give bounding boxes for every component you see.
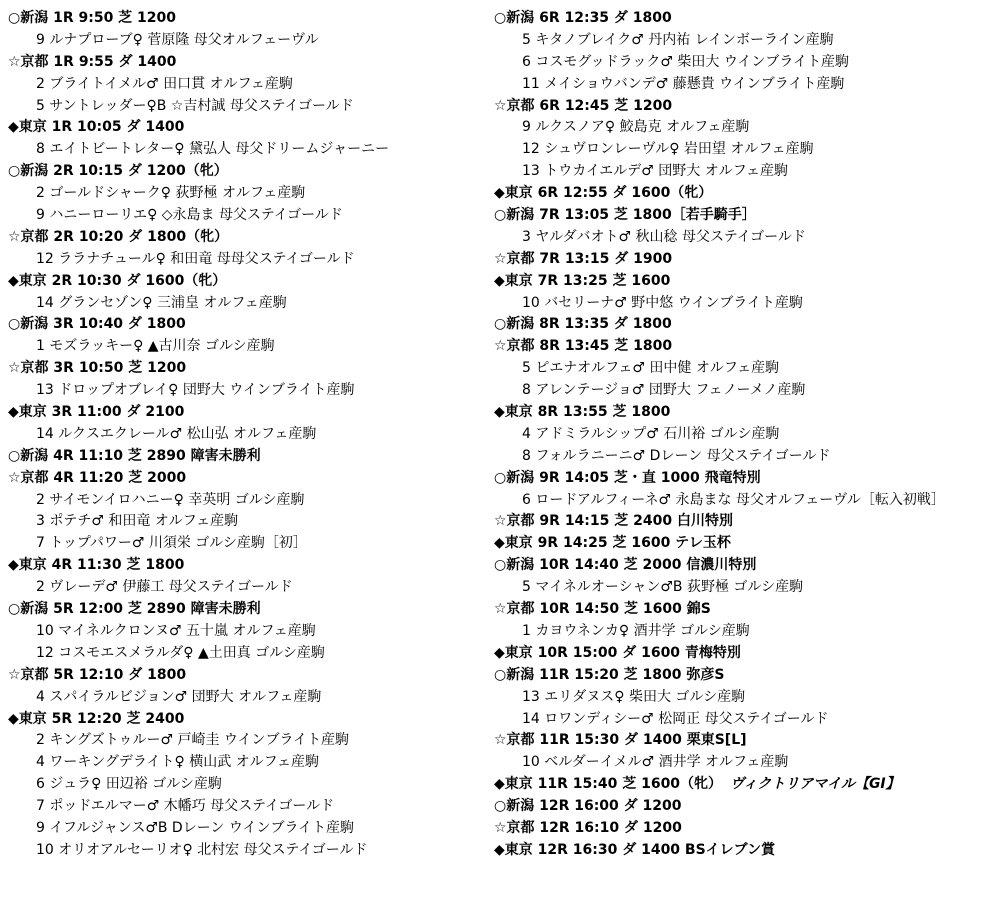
race-header: [494, 205, 994, 227]
horse-entry-text: 3 ポテチ♂ 和田竜 オルフェ産駒: [36, 513, 239, 530]
race-header-text: ☆京都 8R 13:45 芝 1800: [494, 338, 673, 355]
race-header-text: ○新潟 7R 13:05 芝 1800［若手騎手］: [494, 207, 756, 224]
horse-entry-text: 4 アドミラルシップ♂ 石川裕 ゴルシ産駒: [522, 425, 780, 442]
race-header-text: ◆東京 7R 13:25 芝 1600: [494, 272, 671, 289]
horse-entry-text: 5 キタノブレイク♂ 丹内祐 レインボーライン産駒: [522, 31, 834, 48]
horse-entry: [8, 796, 478, 818]
race-header: [8, 314, 478, 336]
horse-entry-text: 9 ルナプローブ♀ 菅原隆 母父オルフェーヴル: [36, 31, 319, 48]
horse-entry-text: 5 マイネルオーシャン♂B 荻野極 ゴルシ産駒: [522, 579, 804, 596]
race-title-highlight: ヴィクトリアマイル【GⅠ】: [730, 776, 900, 793]
race-header-text: ☆京都 10R 14:50 芝 1600 錦S: [494, 601, 711, 618]
horse-entry: [8, 730, 478, 752]
horse-entry: [494, 227, 994, 249]
horse-entry: [494, 358, 994, 380]
horse-entry: [8, 840, 478, 862]
horse-entry-text: 11 メイショウバンデ♂ 藤懸貴 ウインブライト産駒: [522, 75, 845, 92]
race-header: [494, 643, 994, 665]
horse-entry: [8, 533, 478, 555]
race-header: [494, 555, 994, 577]
horse-entry-text: 14 ルクスエクレール♂ 松山弘 オルフェ産駒: [36, 425, 317, 442]
race-header-text: ☆京都 1R 9:55 ダ 1400: [8, 53, 177, 70]
race-header: [494, 271, 994, 293]
horse-entry-text: 5 ピエナオルフェ♂ 田中健 オルフェ産駒: [522, 360, 780, 377]
horse-entry: [494, 74, 994, 96]
race-header-text: ☆京都 6R 12:45 芝 1200: [494, 97, 673, 114]
race-header: [8, 709, 478, 731]
race-header-text: ☆京都 2R 10:20 ダ 1800（牝）: [8, 228, 229, 245]
race-header: [494, 249, 994, 271]
race-header: [8, 555, 478, 577]
race-header: [8, 227, 478, 249]
race-header-text: ◆東京 3R 11:00 ダ 2100: [8, 404, 185, 421]
race-header-text: ◆東京 1R 10:05 ダ 1400: [8, 119, 185, 136]
race-header: [8, 446, 478, 468]
horse-entry: [8, 687, 478, 709]
horse-entry-text: 6 コスモグッドラック♂ 柴田大 ウインブライト産駒: [522, 53, 849, 70]
horse-entry: [8, 249, 478, 271]
race-header: [494, 665, 994, 687]
race-header-text: ◆東京 11R 15:40 芝 1600（牝）: [494, 776, 723, 793]
horse-entry-text: 8 フォルラニーニ♂ Dレーン 母父ステイゴールド: [522, 447, 831, 464]
race-header: [494, 183, 994, 205]
horse-entry-text: 13 ドロップオブレイ♀ 団野大 ウインブライト産駒: [36, 382, 355, 399]
race-header: [494, 599, 994, 621]
race-header-text: ○新潟 8R 13:35 ダ 1800: [494, 316, 672, 333]
race-header: [8, 271, 478, 293]
race-header-text: ○新潟 3R 10:40 ダ 1800: [8, 316, 186, 333]
race-header-text: ☆京都 4R 11:20 芝 2000: [8, 469, 187, 486]
horse-entry-text: 9 イフルジャンス♂B Dレーン ウインブライト産駒: [36, 819, 355, 836]
horse-entry-text: 1 モズラッキー♀ ▲古川奈 ゴルシ産駒: [36, 338, 275, 355]
horse-entry-text: 1 カヨウネンカ♀ 酒井学 ゴルシ産駒: [522, 622, 750, 639]
schedule-column-right: [494, 8, 994, 862]
horse-entry-text: 6 ジュラ♀ 田辺裕 ゴルシ産駒: [36, 776, 222, 793]
race-header: [494, 336, 994, 358]
horse-entry: [8, 774, 478, 796]
race-header-text: ○新潟 5R 12:00 芝 2890 障害未勝利: [8, 601, 261, 618]
race-header: [494, 96, 994, 118]
horse-entry: [8, 293, 478, 315]
horse-entry: [494, 577, 994, 599]
race-header-text: ◆東京 5R 12:20 芝 2400: [8, 710, 185, 727]
horse-entry-text: 6 ロードアルフィーネ♂ 永島まな 母父オルフェーヴル［転入初戦］: [522, 491, 945, 508]
horse-entry: [8, 96, 478, 118]
race-header-text: ○新潟 10R 14:40 芝 2000 信濃川特別: [494, 557, 757, 574]
race-header: [494, 402, 994, 424]
race-header-text: ○新潟 9R 14:05 芝・直 1000 飛竜特別: [494, 469, 761, 486]
race-header-text: ◆東京 4R 11:30 芝 1800: [8, 557, 185, 574]
race-header-text: ◆東京 8R 13:55 芝 1800: [494, 404, 671, 421]
horse-entry-text: 14 ロワンディシー♂ 松岡正 母父ステイゴールド: [522, 710, 829, 727]
horse-entry-text: 7 ポッドエルマー♂ 木幡巧 母父ステイゴールド: [36, 798, 335, 815]
horse-entry-text: 5 サントレッダー♀B ☆吉村誠 母父ステイゴールド: [36, 97, 354, 114]
horse-entry: [494, 117, 994, 139]
race-header-text: ○新潟 1R 9:50 芝 1200: [8, 10, 177, 26]
race-header: [8, 599, 478, 621]
race-header: [494, 774, 994, 796]
horse-entry-text: 9 ハニーローリエ♀ ◇永島ま 母父ステイゴールド: [36, 207, 343, 224]
horse-entry-text: 10 マイネルクロンヌ♂ 五十嵐 オルフェ産駒: [36, 622, 316, 639]
horse-entry-text: 10 バセリーナ♂ 野中悠 ウインブライト産駒: [522, 294, 803, 311]
race-header-text: ○新潟 2R 10:15 ダ 1200（牝）: [8, 163, 228, 180]
race-header-text: ☆京都 11R 15:30 ダ 1400 栗東S[L]: [494, 732, 747, 749]
race-header: [494, 8, 994, 30]
horse-entry-text: 3 ヤルダバオト♂ 秋山稔 母父ステイゴールド: [522, 228, 806, 245]
race-header: [494, 468, 994, 490]
horse-entry: [8, 490, 478, 512]
horse-entry: [8, 183, 478, 205]
race-header: [8, 8, 478, 30]
race-header-text: ○新潟 6R 12:35 ダ 1800: [494, 10, 672, 26]
race-header-text: ○新潟 11R 15:20 芝 1800 弥彦S: [494, 666, 725, 683]
race-header: [494, 511, 994, 533]
horse-entry: [8, 818, 478, 840]
horse-entry-text: 9 ルクスノア♀ 鮫島克 オルフェ産駒: [522, 119, 750, 136]
race-header: [8, 161, 478, 183]
horse-entry-text: 2 ヴレーデ♂ 伊藤工 母父ステイゴールド: [36, 579, 293, 596]
horse-entry-text: 2 キングズトゥルー♂ 戸崎圭 ウインブライト産駒: [36, 732, 350, 749]
horse-entry-text: 14 グランセゾン♀ 三浦皇 オルフェ産駒: [36, 294, 287, 311]
schedule-column-left: [8, 8, 478, 862]
horse-entry: [8, 621, 478, 643]
horse-entry: [8, 643, 478, 665]
race-header-text: ☆京都 3R 10:50 芝 1200: [8, 360, 187, 377]
race-header-text: ◆東京 12R 16:30 ダ 1400 BSイレブン賞: [494, 841, 776, 858]
horse-entry: [494, 293, 994, 315]
race-header-text: ◆東京 10R 15:00 ダ 1600 青梅特別: [494, 644, 741, 661]
horse-entry-text: 8 アレンテージョ♂ 団野大 フェノーメノ産駒: [522, 382, 806, 399]
race-header: [494, 840, 994, 862]
horse-entry-text: 12 ララナチュール♀ 和田竜 母母父ステイゴールド: [36, 250, 355, 267]
horse-entry-text: 8 エイトビートレター♀ 黛弘人 母父ドリームジャーニー: [36, 141, 390, 158]
horse-entry: [494, 687, 994, 709]
horse-entry: [494, 709, 994, 731]
horse-entry: [8, 511, 478, 533]
horse-entry-text: 12 コスモエスメラルダ♀ ▲土田真 ゴルシ産駒: [36, 644, 325, 661]
horse-entry: [494, 161, 994, 183]
race-header-text: ◆東京 2R 10:30 ダ 1600（牝）: [8, 272, 227, 289]
horse-entry-text: 10 ベルダーイメル♂ 酒井学 オルフェ産駒: [522, 754, 789, 771]
horse-entry: [8, 139, 478, 161]
horse-entry-text: 10 オリオアルセーリオ♀ 北村宏 母父ステイゴールド: [36, 841, 368, 858]
horse-entry: [494, 424, 994, 446]
horse-entry-text: 2 ブライトイメル♂ 田口貫 オルフェ産駒: [36, 75, 293, 92]
horse-entry-text: 13 エリダヌス♀ 柴田大 ゴルシ産駒: [522, 688, 746, 705]
horse-entry-text: 7 トップパワー♂ 川須栄 ゴルシ産駒［初］: [36, 535, 307, 552]
race-header: [494, 730, 994, 752]
race-header-text: ○新潟 4R 11:10 芝 2890 障害未勝利: [8, 447, 261, 464]
horse-entry: [494, 380, 994, 402]
horse-entry: [8, 30, 478, 52]
race-header-text: ◆東京 9R 14:25 芝 1600 テレ玉杯: [494, 535, 731, 552]
horse-entry: [8, 380, 478, 402]
race-header: [8, 358, 478, 380]
horse-entry-text: 4 スパイラルビジョン♂ 団野大 オルフェ産駒: [36, 688, 322, 705]
race-header-text: ☆京都 9R 14:15 芝 2400 白川特別: [494, 513, 733, 530]
race-header: [8, 468, 478, 490]
race-header: [8, 665, 478, 687]
horse-entry-text: 13 トウカイエルデ♂ 団野大 オルフェ産駒: [522, 163, 789, 180]
horse-entry-text: 2 サイモンイロハニー♀ 幸英明 ゴルシ産駒: [36, 491, 305, 508]
horse-entry: [494, 446, 994, 468]
horse-entry-text: 2 ゴールドシャーク♀ 荻野極 オルフェ産駒: [36, 185, 306, 202]
race-header-text: ○新潟 12R 16:00 ダ 1200: [494, 798, 682, 815]
horse-entry: [494, 490, 994, 512]
race-header: [8, 117, 478, 139]
horse-entry: [494, 139, 994, 161]
horse-entry: [8, 336, 478, 358]
race-header: [494, 314, 994, 336]
race-header-text: ☆京都 7R 13:15 ダ 1900: [494, 250, 673, 267]
race-header-text: ☆京都 5R 12:10 ダ 1800: [8, 666, 187, 683]
horse-entry: [8, 424, 478, 446]
horse-entry: [494, 621, 994, 643]
horse-entry: [8, 74, 478, 96]
horse-entry: [8, 752, 478, 774]
race-header-text: ◆東京 6R 12:55 ダ 1600（牝）: [494, 185, 713, 202]
horse-entry: [8, 205, 478, 227]
horse-entry: [494, 52, 994, 74]
horse-entry: [494, 30, 994, 52]
horse-entry: [494, 752, 994, 774]
race-header: [494, 818, 994, 840]
horse-entry-text: 12 シュヴロンレーヴル♀ 岩田望 オルフェ産駒: [522, 141, 814, 158]
race-header: [494, 533, 994, 555]
horse-entry: [8, 577, 478, 599]
race-header: [8, 402, 478, 424]
race-header: [8, 52, 478, 74]
horse-entry-text: 4 ワーキングデライト♀ 横山武 オルフェ産駒: [36, 754, 319, 771]
race-header: [494, 796, 994, 818]
race-header-text: ☆京都 12R 16:10 ダ 1200: [494, 819, 682, 836]
